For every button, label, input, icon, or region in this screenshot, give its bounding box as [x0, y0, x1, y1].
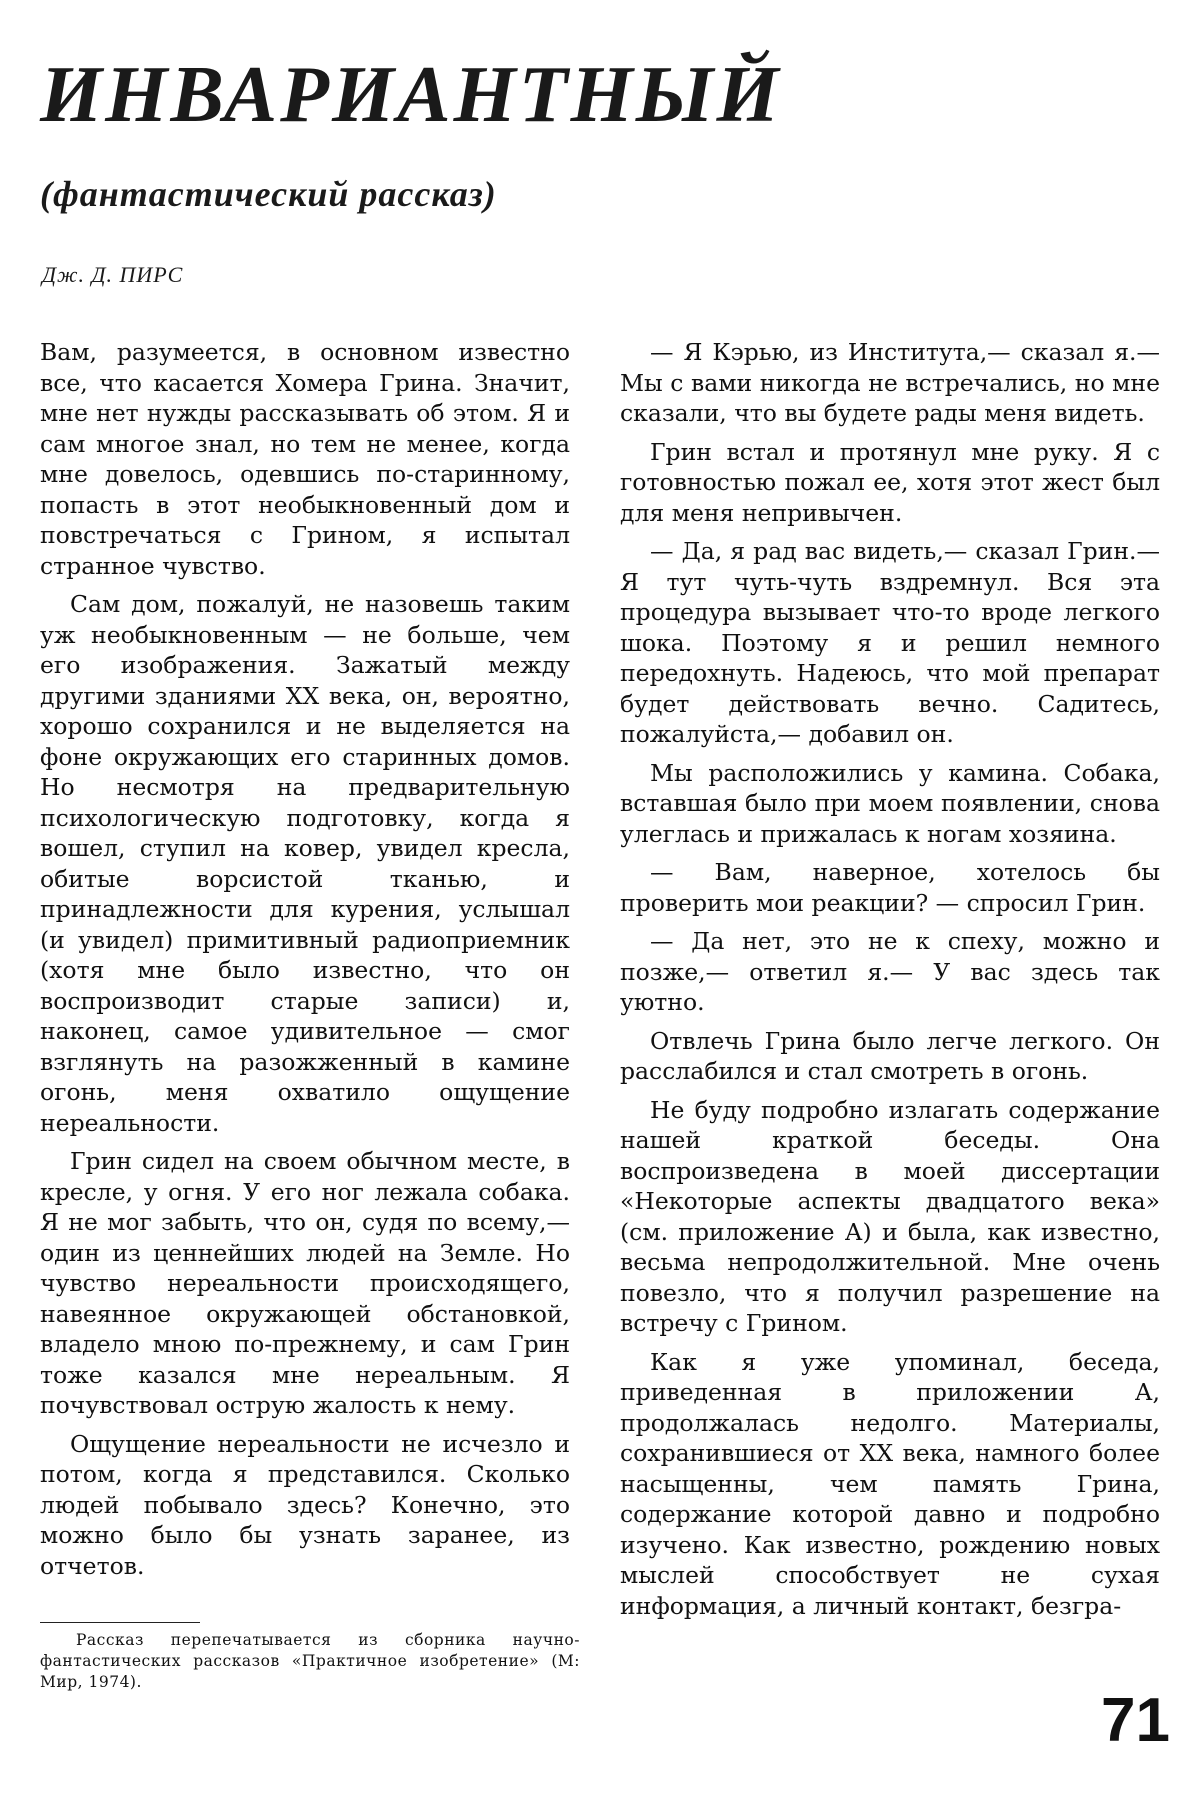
paragraph: Грин сидел на своем обычном месте, в кресле, у огня. У его ног лежала собака. Я не мог забыть, что он, судя по всему,— один из ценнейших людей на Земле. Но чувство нереальности происходящего, навеянное окружающей обстановкой, владело мною по-прежнему, и сам Грин тоже казался мне нереальным. Я почувствовал острую жалость к нему. [40, 1147, 570, 1419]
paragraph: Сам дом, пожалуй, не назовешь таким уж необыкновенным — не больше, чем его изображения. Зажатый между другими зданиями XX века, он, вероятно, хорошо сохранился и не выделяется на фоне окружающих его старинных домов. Но несмотря на предварительную психологическую подготовку, когда я вошел, ступил на ковер, увидел кресла, обитые ворсистой тканью, и принадлежности для курения, услышал (и увидел) примитивный радиоприемник (хотя мне было известно, что он воспроизводит старые записи) и, наконец, самое удивительное — смог взглянуть на разожженный в камине огонь, меня охватило ощущение нереальности. [40, 590, 570, 1137]
page-number: 71 [1101, 1686, 1170, 1755]
story-title: ИНВАРИАНТНЫЙ [40, 51, 782, 139]
paragraph: Как я уже упоминал, беседа, приведенная в приложении А, продолжалась недолго. Материалы, сохранившиеся от XX века, намного более насыщенны, чем память Грина, содержание которой давно и подробно изучено. Как известно, рождению новых мыслей способствует не сухая информация, а личный контакт, безгра- [620, 1347, 1160, 1620]
paragraph: Отвлечь Грина было легче легкого. Он расслабился и стал смотреть в огонь. [620, 1026, 1160, 1085]
paragraph: — Вам, наверное, хотелось бы проверить мои реакции? — спросил Грин. [620, 858, 1160, 917]
footnote-divider [40, 1622, 200, 1623]
left-text-column [40, 337, 570, 1589]
paragraph: — Да нет, это не к спеху, можно и позже,— ответил я.— У вас здесь так уютно. [620, 927, 1160, 1016]
paragraph: — Я Кэрью, из Института,— сказал я.— Мы с вами никогда не встречались, но мне сказали, что вы будете рады меня видеть. [620, 338, 1160, 427]
paragraph: Мы расположились у камина. Собака, вставшая было при моем появлении, снова улеглась и прижалась к ногам хозяина. [620, 758, 1160, 848]
paragraph: — Да, я рад вас видеть,— сказал Грин.— Я тут чуть-чуть вздремнул. Вся эта процедура вызывает что-то вроде легкого шока. Поэтому я и решил немного передохнуть. Надеюсь, что мой препарат будет действовать вечно. Садитесь, пожалуйста,— добавил он. [620, 537, 1160, 748]
author-byline: Дж. Д. ПИРС [42, 262, 184, 287]
paragraph: Грин встал и протянул мне руку. Я с готовностью пожал ее, хотя этот жест был для меня непривычен. [620, 437, 1160, 527]
paragraph: Не буду подробно излагать содержание нашей краткой беседы. Она воспроизведена в моей диссертации «Некоторые аспекты двадцатого века» (см. приложение А) и была, как известно, весьма непродолжительной. Мне очень повезло, что я получил разрешение на встречу с Грином. [620, 1095, 1160, 1337]
paragraph: Вам, разумеется, в основном известно все, что касается Хомера Грина. Значит, мне нет нужды рассказывать об этом. Я и сам многое знал, но тем не менее, когда мне довелось, одевшись по-старинному, попасть в этот необыкновенный дом и повстречаться с Грином, я испытал странное чувство. [40, 338, 570, 580]
right-text-column [620, 337, 1160, 1629]
footnote: Рассказ перепечатывается из сборника научно-фантастических рассказов «Практичное изобретение» (М: Мир, 1974). [40, 1631, 580, 1691]
story-subtitle: (фантастический рассказ) [40, 174, 497, 214]
paragraph: Ощущение нереальности не исчезло и потом, когда я представился. Сколько людей побывало здесь? Конечно, это можно было бы узнать заранее, из отчетов. [40, 1429, 570, 1580]
